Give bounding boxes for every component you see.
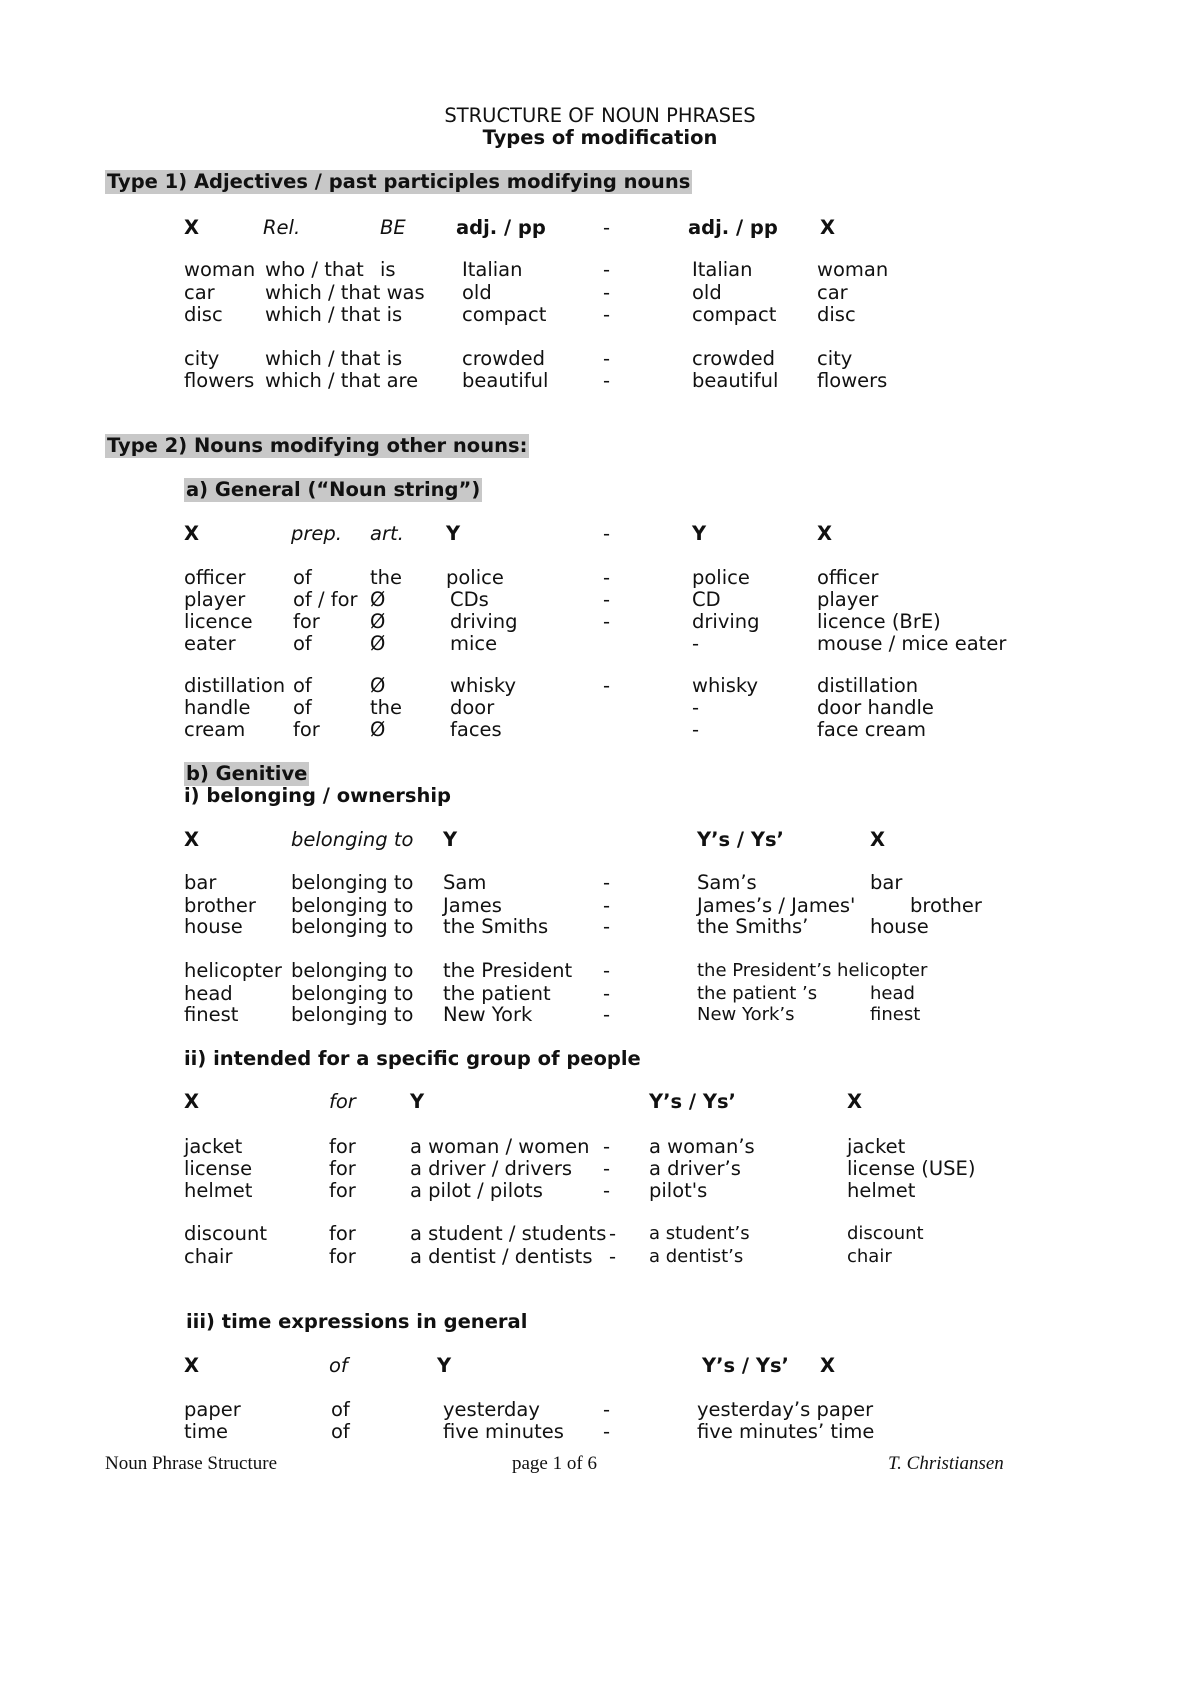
table-cell: - bbox=[692, 718, 700, 741]
table-cell: distillation bbox=[817, 674, 919, 697]
column-header: X bbox=[820, 216, 836, 239]
table-cell: crowded bbox=[692, 347, 775, 370]
table-cell: of bbox=[293, 632, 312, 655]
table-cell: house bbox=[870, 915, 929, 938]
table-cell: paper bbox=[184, 1398, 241, 1421]
table-cell: driving bbox=[692, 610, 760, 633]
table-cell: Ø bbox=[370, 632, 386, 655]
table-cell: CD bbox=[692, 588, 721, 611]
table-cell: licence bbox=[184, 610, 253, 633]
table-cell: car bbox=[184, 281, 215, 304]
column-header: Y bbox=[410, 1090, 425, 1113]
table-cell: head bbox=[184, 982, 233, 1005]
table-cell: for bbox=[329, 1135, 356, 1158]
table-cell: yesterday’s paper bbox=[697, 1398, 874, 1421]
table-cell: - bbox=[603, 1179, 611, 1202]
table-cell: player bbox=[817, 588, 879, 611]
table-cell: police bbox=[446, 566, 504, 589]
footer-page-number: page 1 of 6 bbox=[512, 1453, 597, 1474]
table-cell: jacket bbox=[847, 1135, 906, 1158]
table-cell: - bbox=[609, 1222, 617, 1245]
table-cell: driving bbox=[450, 610, 518, 633]
table-cell: a student’s bbox=[649, 1223, 750, 1244]
table-cell: helicopter bbox=[184, 959, 282, 982]
table-cell: for bbox=[329, 1179, 356, 1202]
table-cell: the Smiths’ bbox=[697, 915, 809, 938]
table-cell: which / that was bbox=[265, 281, 425, 304]
column-header: X bbox=[184, 828, 200, 851]
table-cell: police bbox=[692, 566, 750, 589]
table-cell: yesterday bbox=[443, 1398, 540, 1421]
table-cell: crowded bbox=[462, 347, 545, 370]
table-cell: five minutes’ time bbox=[697, 1420, 875, 1443]
column-header: Y’s / Ys’ bbox=[697, 828, 784, 851]
table-cell: compact bbox=[692, 303, 777, 326]
table-cell: brother bbox=[184, 894, 256, 917]
column-header: Y’s / Ys’ bbox=[702, 1354, 789, 1377]
column-header: prep. bbox=[291, 522, 342, 545]
page-title: STRUCTURE OF NOUN PHRASES bbox=[444, 104, 756, 127]
table-cell: chair bbox=[847, 1246, 892, 1267]
table-cell: the patient bbox=[443, 982, 551, 1005]
table-cell: - bbox=[603, 1003, 611, 1026]
table-cell: - bbox=[603, 982, 611, 1005]
table-cell: discount bbox=[847, 1223, 924, 1244]
table-cell: who / that bbox=[265, 258, 364, 281]
table-cell: disc bbox=[184, 303, 223, 326]
table-cell: mice bbox=[450, 632, 498, 655]
table-cell: - bbox=[603, 1420, 611, 1443]
table-cell: - bbox=[692, 632, 700, 655]
table-cell: woman bbox=[817, 258, 889, 281]
table-cell: helmet bbox=[184, 1179, 253, 1202]
table-cell: the President’s helicopter bbox=[697, 960, 928, 981]
table-cell: a woman / women bbox=[410, 1135, 590, 1158]
column-header: Rel. bbox=[263, 216, 301, 239]
table-cell: finest bbox=[184, 1003, 239, 1026]
column-header: X bbox=[817, 522, 833, 545]
table-cell: officer bbox=[817, 566, 879, 589]
table-cell: James bbox=[443, 894, 502, 917]
table-cell: the President bbox=[443, 959, 573, 982]
table-cell: - bbox=[603, 1135, 611, 1158]
subsection-heading: b) Genitive bbox=[186, 762, 308, 785]
subsection-heading: iii) time expressions in general bbox=[186, 1310, 528, 1333]
footer-left: Noun Phrase Structure bbox=[105, 1453, 278, 1474]
table-cell: whisky bbox=[692, 674, 759, 697]
column-header: BE bbox=[380, 216, 406, 239]
table-cell: - bbox=[603, 369, 611, 392]
table-cell: pilot's bbox=[649, 1179, 708, 1202]
column-header: Y bbox=[446, 522, 461, 545]
footer-author: T. Christiansen bbox=[888, 1453, 1004, 1474]
table-cell: of bbox=[293, 566, 312, 589]
table-cell: car bbox=[817, 281, 848, 304]
table-cell: for bbox=[293, 718, 320, 741]
column-header: X bbox=[184, 216, 200, 239]
table-cell: belonging to bbox=[291, 894, 414, 917]
table-cell: Ø bbox=[370, 718, 386, 741]
column-header: X bbox=[870, 828, 886, 851]
table-cell: belonging to bbox=[291, 915, 414, 938]
table-cell: jacket bbox=[184, 1135, 243, 1158]
table-cell: finest bbox=[870, 1004, 921, 1025]
table-cell: city bbox=[184, 347, 220, 370]
table-cell: distillation bbox=[184, 674, 286, 697]
column-header: art. bbox=[370, 522, 404, 545]
table-cell: flowers bbox=[184, 369, 255, 392]
column-header: X bbox=[820, 1354, 836, 1377]
table-cell: a dentist’s bbox=[649, 1246, 744, 1267]
table-cell: beautiful bbox=[462, 369, 549, 392]
table-cell: old bbox=[692, 281, 722, 304]
table-cell: - bbox=[603, 915, 611, 938]
table-cell: - bbox=[603, 959, 611, 982]
section-heading: Type 2) Nouns modifying other nouns: bbox=[107, 434, 528, 457]
table-cell: Italian bbox=[692, 258, 753, 281]
column-header: X bbox=[184, 1090, 200, 1113]
table-cell: - bbox=[692, 696, 700, 719]
table-cell: for bbox=[293, 610, 320, 633]
table-cell: New York bbox=[443, 1003, 533, 1026]
table-cell: bar bbox=[184, 871, 217, 894]
table-cell: door handle bbox=[817, 696, 934, 719]
table-cell: belonging to bbox=[291, 1003, 414, 1026]
section-heading: Type 1) Adjectives / past participles modifying nouns bbox=[107, 170, 691, 193]
table-cell: belonging to bbox=[291, 871, 414, 894]
table-cell: - bbox=[609, 1245, 617, 1268]
table-cell: New York’s bbox=[697, 1004, 795, 1025]
table-cell: license (USE) bbox=[847, 1157, 976, 1180]
table-cell: which / that is bbox=[265, 303, 403, 326]
table-cell: chair bbox=[184, 1245, 233, 1268]
table-cell: a driver’s bbox=[649, 1157, 741, 1180]
table-cell: of bbox=[331, 1420, 350, 1443]
table-cell: Ø bbox=[370, 610, 386, 633]
table-cell: of bbox=[331, 1398, 350, 1421]
table-cell: Sam’s bbox=[697, 871, 757, 894]
table-cell: - bbox=[603, 566, 611, 589]
table-cell: house bbox=[184, 915, 243, 938]
table-cell: faces bbox=[450, 718, 502, 741]
table-cell: beautiful bbox=[692, 369, 779, 392]
table-cell: of / for bbox=[293, 588, 358, 611]
table-cell: for bbox=[329, 1222, 356, 1245]
column-header: - bbox=[603, 216, 611, 239]
table-cell: the bbox=[370, 696, 403, 719]
column-header: of bbox=[329, 1354, 348, 1377]
table-cell: for bbox=[329, 1157, 356, 1180]
table-cell: a student / students bbox=[410, 1222, 607, 1245]
table-cell: - bbox=[603, 894, 611, 917]
column-header: Y’s / Ys’ bbox=[649, 1090, 736, 1113]
table-cell: belonging to bbox=[291, 982, 414, 1005]
table-cell: licence (BrE) bbox=[817, 610, 941, 633]
column-header: X bbox=[184, 522, 200, 545]
table-cell: the bbox=[370, 566, 403, 589]
table-cell: - bbox=[603, 281, 611, 304]
table-cell: a woman’s bbox=[649, 1135, 755, 1158]
table-cell: compact bbox=[462, 303, 547, 326]
table-cell: cream bbox=[184, 718, 246, 741]
table-cell: discount bbox=[184, 1222, 267, 1245]
table-cell: a pilot / pilots bbox=[410, 1179, 543, 1202]
table-cell: mouse / mice eater bbox=[817, 632, 1007, 655]
table-cell: which / that is bbox=[265, 347, 403, 370]
table-cell: five minutes bbox=[443, 1420, 564, 1443]
column-header: belonging to bbox=[291, 828, 414, 851]
table-cell: helmet bbox=[847, 1179, 916, 1202]
table-cell: flowers bbox=[817, 369, 888, 392]
table-cell: - bbox=[603, 347, 611, 370]
table-cell: Ø bbox=[370, 588, 386, 611]
table-cell: - bbox=[603, 1157, 611, 1180]
table-cell: - bbox=[603, 674, 611, 697]
table-cell: the patient ’s bbox=[697, 983, 818, 1004]
table-cell: - bbox=[603, 588, 611, 611]
table-cell: - bbox=[603, 610, 611, 633]
table-cell: - bbox=[603, 871, 611, 894]
table-cell: is bbox=[380, 258, 396, 281]
column-header: Y bbox=[443, 828, 458, 851]
column-header: adj. / pp bbox=[688, 216, 778, 239]
page-subtitle: Types of modification bbox=[482, 126, 718, 149]
table-cell: officer bbox=[184, 566, 246, 589]
column-header: for bbox=[329, 1090, 356, 1113]
table-cell: a driver / drivers bbox=[410, 1157, 573, 1180]
table-cell: woman bbox=[184, 258, 256, 281]
table-cell: bar bbox=[870, 871, 903, 894]
table-cell: - bbox=[603, 303, 611, 326]
table-cell: which / that are bbox=[265, 369, 419, 392]
table-cell: of bbox=[293, 696, 312, 719]
table-cell: door bbox=[450, 696, 495, 719]
subsection-heading: i) belonging / ownership bbox=[184, 784, 451, 807]
table-cell: old bbox=[462, 281, 492, 304]
table-cell: - bbox=[603, 258, 611, 281]
table-cell: handle bbox=[184, 696, 251, 719]
table-cell: time bbox=[184, 1420, 229, 1443]
table-cell: for bbox=[329, 1245, 356, 1268]
column-header: Y bbox=[437, 1354, 452, 1377]
table-cell: Italian bbox=[462, 258, 523, 281]
column-header: X bbox=[184, 1354, 200, 1377]
table-cell: brother bbox=[910, 894, 982, 917]
table-cell: head bbox=[870, 983, 915, 1004]
table-cell: the Smiths bbox=[443, 915, 549, 938]
table-cell: face cream bbox=[817, 718, 926, 741]
column-header: X bbox=[847, 1090, 863, 1113]
table-cell: Ø bbox=[370, 674, 386, 697]
subsection-heading: a) General (“Noun string”) bbox=[186, 478, 481, 501]
table-cell: - bbox=[603, 1398, 611, 1421]
column-header: - bbox=[603, 522, 611, 545]
table-cell: CDs bbox=[450, 588, 489, 611]
table-cell: belonging to bbox=[291, 959, 414, 982]
table-cell: James’s / James' bbox=[697, 894, 856, 917]
table-cell: of bbox=[293, 674, 312, 697]
column-header: Y bbox=[692, 522, 707, 545]
table-cell: a dentist / dentists bbox=[410, 1245, 593, 1268]
table-cell: Sam bbox=[443, 871, 487, 894]
table-cell: license bbox=[184, 1157, 253, 1180]
table-cell: eater bbox=[184, 632, 236, 655]
table-cell: city bbox=[817, 347, 853, 370]
column-header: adj. / pp bbox=[456, 216, 546, 239]
table-cell: player bbox=[184, 588, 246, 611]
subsection-heading: ii) intended for a specific group of people bbox=[184, 1047, 641, 1070]
table-cell: disc bbox=[817, 303, 856, 326]
table-cell: whisky bbox=[450, 674, 517, 697]
